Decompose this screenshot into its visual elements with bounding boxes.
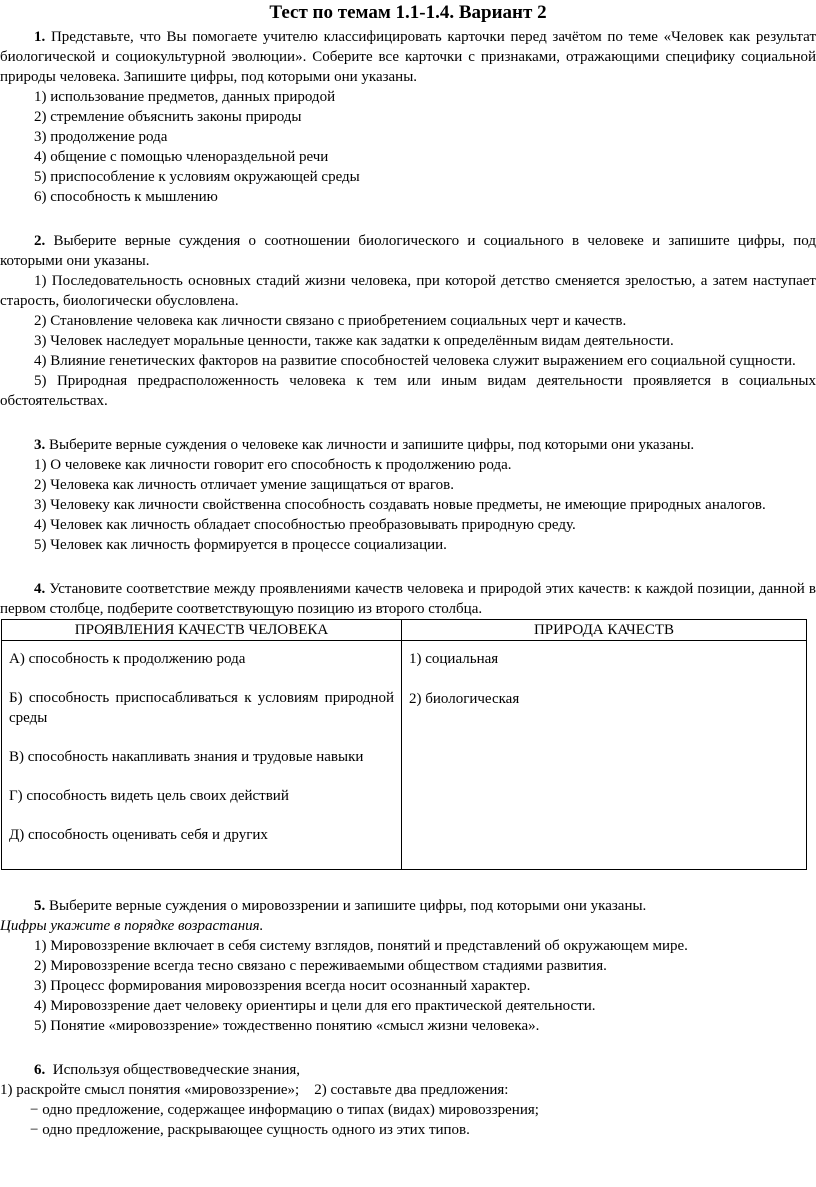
option: 5) Человек как личность формируется в процессе социализации. xyxy=(34,537,447,553)
option: 3) продолжение рода xyxy=(34,129,168,145)
option: 5) Понятие «мировоззрение» тождественно понятию «смысл жизни человека». xyxy=(34,1018,540,1034)
option: 4) Мировоззрение дает человеку ориентиры и цели для его практической деятельности. xyxy=(34,998,596,1014)
spacer xyxy=(0,870,816,896)
left-column xyxy=(2,641,402,870)
left-item: Б) способность приспосабливаться к условиям природной среды xyxy=(9,690,394,726)
question-6-tasks: 1) раскройте смысл понятия «мировоззрение»; 2) составьте два предложения: xyxy=(0,1082,509,1098)
option: 1) Последовательность основных стадий жизни человека, при которой детство сменяется зрелостью, а затем наступает старость, биологически обусловлена. xyxy=(0,273,816,309)
question-6 xyxy=(0,1060,816,1140)
question-number: 5. xyxy=(34,898,46,914)
option: 3) Человек наследует моральные ценности, также как задатки к определённым видам деятельности. xyxy=(34,333,674,349)
question-3-text: 3. Выберите верные суждения о человеке как личности и запишите цифры, под которыми они указаны. xyxy=(34,437,695,453)
option: 2) Становление человека как личности связано с приобретением социальных черт и качеств. xyxy=(34,313,627,329)
page-title: Тест по темам 1.1-1.4. Вариант 2 xyxy=(269,2,547,23)
column-header-qualities: ПРОЯВЛЕНИЯ КАЧЕСТВ ЧЕЛОВЕКА xyxy=(2,620,402,641)
spacer xyxy=(0,411,816,435)
right-item: 1) социальная xyxy=(409,651,499,667)
left-item: Г) способность видеть цель своих действий xyxy=(9,788,289,804)
right-item: 2) биологическая xyxy=(409,691,520,707)
question-6-text: 6. Используя обществоведческие знания, xyxy=(34,1062,301,1078)
bullet-item: − одно предложение, раскрывающее сущность одного из этих типов. xyxy=(30,1122,470,1138)
matching-table xyxy=(1,619,807,870)
option: 5) Природная предрасположенность человека к тем или иным видам деятельности проявляется в социальных обстоятельствах. xyxy=(0,373,816,409)
question-number: 1. xyxy=(34,29,46,45)
left-item: Д) способность оценивать себя и других xyxy=(9,827,268,843)
question-2-text: 2. Выберите верные суждения о соотношении биологического и социального в человеке и запишите цифры, под которыми они указаны. xyxy=(0,233,816,269)
option: 2) Человека как личность отличает умение защищаться от врагов. xyxy=(34,477,454,493)
option: 5) приспособление к условиям окружающей среды xyxy=(34,169,360,185)
right-column xyxy=(402,641,807,870)
left-item: В) способность накапливать знания и трудовые навыки xyxy=(9,749,364,765)
option: 2) стремление объяснить законы природы xyxy=(34,109,302,125)
question-5 xyxy=(0,896,816,1036)
option: 2) Мировоззрение всегда тесно связано с переживаемыми обществом стадиями развития. xyxy=(34,958,607,974)
question-4-text: 4. Установите соответствие между проявлениями качеств человека и природой этих качеств: к каждой позиции, данной в первом столбце, подберите соответствующую позицию из второго столбца. xyxy=(0,581,816,617)
question-3 xyxy=(0,435,816,555)
option: 6) способность к мышлению xyxy=(34,189,218,205)
question-number: 3. xyxy=(34,437,46,453)
question-2 xyxy=(0,231,816,411)
question-4 xyxy=(0,579,816,870)
option: 1) О человеке как личности говорит его способность к продолжению рода. xyxy=(34,457,512,473)
option: 1) Мировоззрение включает в себя систему взглядов, понятий и представлений об окружающем мире. xyxy=(34,938,688,954)
option: 3) Процесс формирования мировоззрения всегда носит осознанный характер. xyxy=(34,978,531,994)
question-number: 2. xyxy=(34,233,46,249)
spacer xyxy=(0,207,816,231)
column-header-nature: ПРИРОДА КАЧЕСТВ xyxy=(402,620,807,641)
question-5-text: 5. Выберите верные суждения о мировоззрении и запишите цифры, под которыми они указаны. xyxy=(34,898,647,914)
question-number: 6. xyxy=(34,1062,46,1078)
option: 1) использование предметов, данных природой xyxy=(34,89,336,105)
question-1-text: 1. Представьте, что Вы помогаете учителю классифицировать карточки перед зачётом по теме «Человек как результат биологической и социокультурной эволюции». Соберите все карточки с признаками, отражающими специфику социальной природы человека. Запишите цифры, под которыми они указаны. xyxy=(0,29,816,85)
spacer xyxy=(0,1036,816,1060)
question-5-note: Цифры укажите в порядке возрастания. xyxy=(0,918,264,934)
left-item: А) способность к продолжению рода xyxy=(9,651,246,667)
option: 4) Человек как личность обладает способностью преобразовывать природную среду. xyxy=(34,517,576,533)
question-1 xyxy=(0,27,816,207)
bullet-item: − одно предложение, содержащее информацию о типах (видах) мировоззрения; xyxy=(30,1102,539,1118)
option: 3) Человеку как личности свойственна способность создавать новые предметы, не имеющие природных аналогов. xyxy=(34,497,766,513)
question-number: 4. xyxy=(34,581,46,597)
spacer xyxy=(0,555,816,579)
option: 4) общение с помощью членораздельной речи xyxy=(34,149,329,165)
option: 4) Влияние генетических факторов на развитие способностей человека служит выражением его социальной сущности. xyxy=(34,353,796,369)
